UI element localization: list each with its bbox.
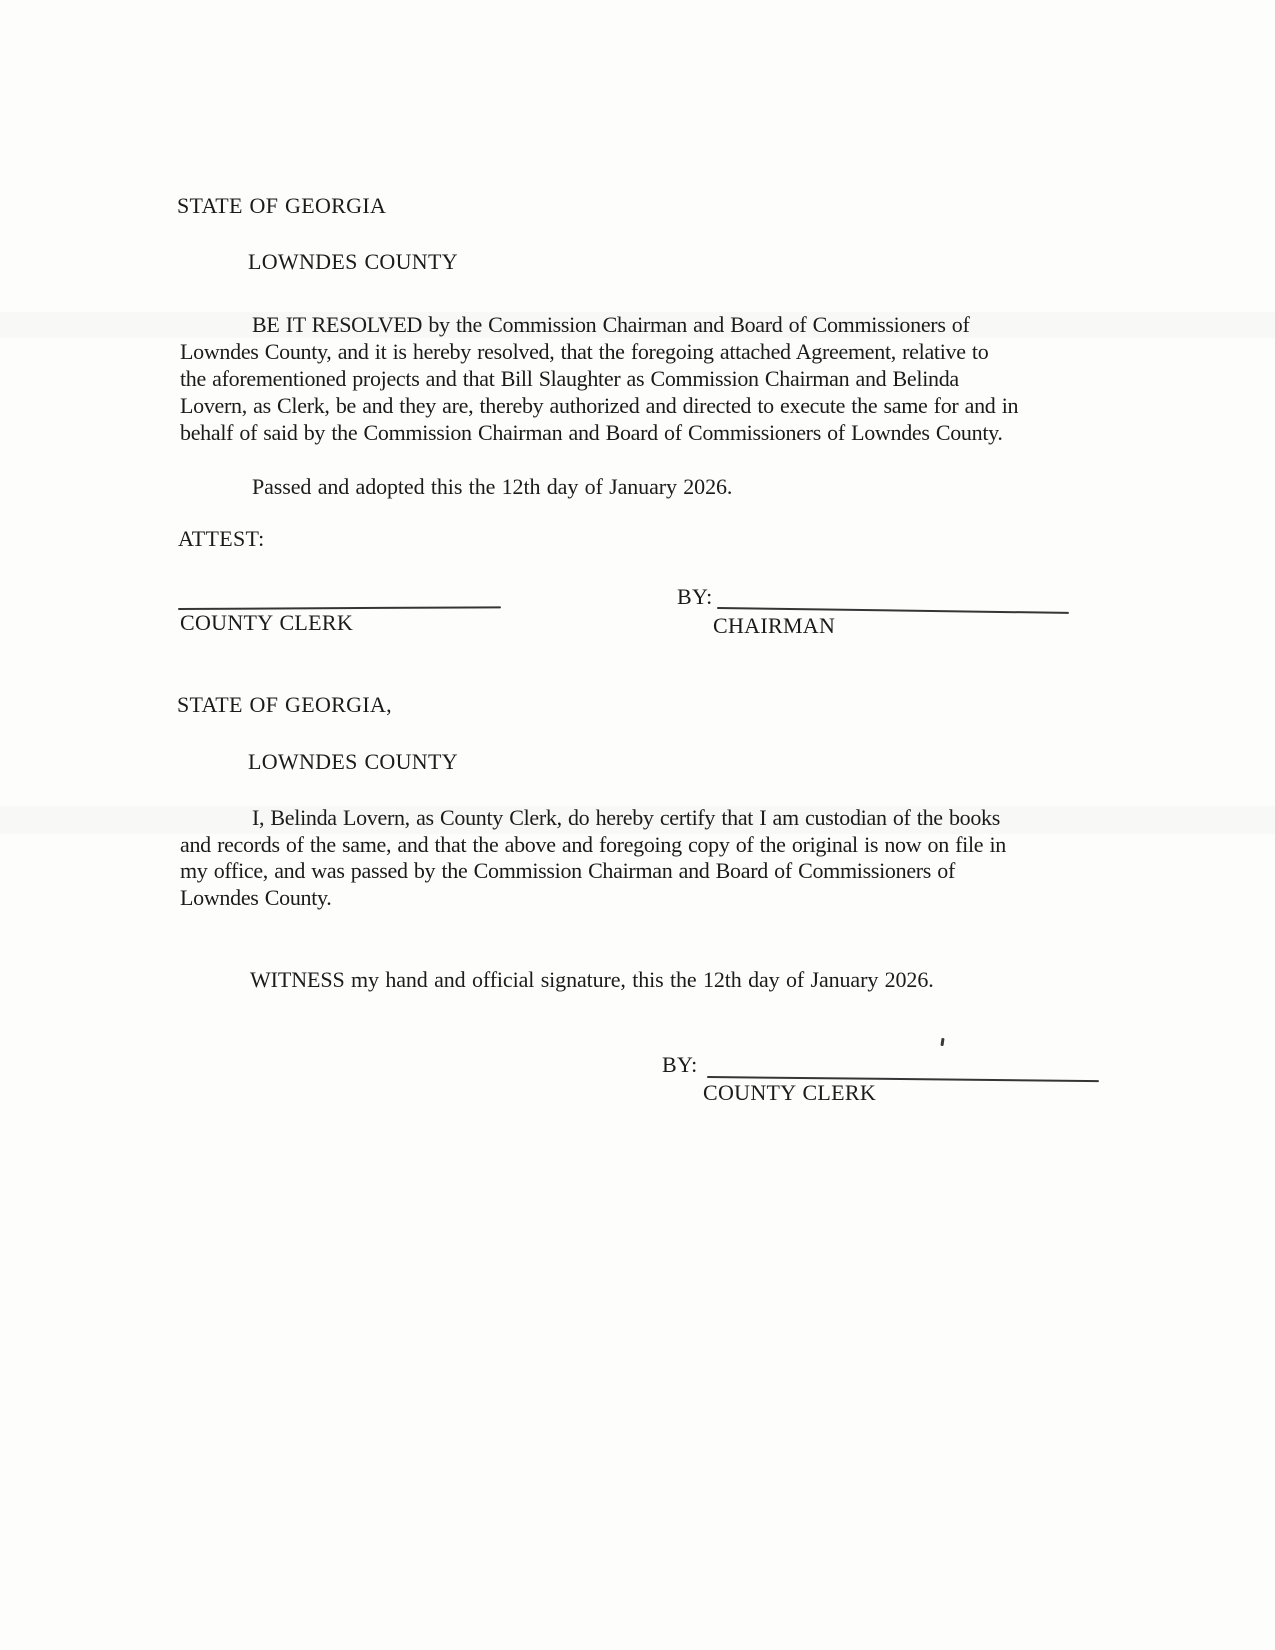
resolution-line: BE IT RESOLVED by the Commission Chairman and Board of Commissioners of bbox=[252, 312, 970, 337]
chairman-title: CHAIRMAN bbox=[713, 613, 836, 638]
state-heading-1: STATE OF GEORGIA bbox=[177, 193, 387, 218]
certification-line: my office, and was passed by the Commission Chairman and Board of Commissioners of bbox=[180, 858, 955, 883]
passed-adopted-line: Passed and adopted this the 12th day of January 2026. bbox=[252, 474, 733, 499]
by-label-1: BY: bbox=[677, 584, 713, 609]
stray-ink-mark bbox=[940, 1038, 944, 1046]
resolution-line: behalf of said by the Commission Chairman and Board of Commissioners of Lowndes County. bbox=[180, 420, 1003, 445]
certification-line: I, Belinda Lovern, as County Clerk, do hereby certify that I am custodian of the books bbox=[252, 805, 1001, 830]
county-heading-1: LOWNDES COUNTY bbox=[248, 249, 458, 274]
resolution-line: Lowndes County, and it is hereby resolved, that the foregoing attached Agreement, relative to bbox=[180, 339, 989, 364]
county-clerk-title-1: COUNTY CLERK bbox=[180, 610, 354, 635]
by-label-2: BY: bbox=[662, 1052, 698, 1077]
county-heading-2: LOWNDES COUNTY bbox=[248, 749, 458, 774]
resolution-line: the aforementioned projects and that Bill Slaughter as Commission Chairman and Belinda bbox=[180, 366, 959, 391]
certification-paragraph bbox=[180, 805, 1080, 911]
county-clerk-title-2: COUNTY CLERK bbox=[703, 1080, 877, 1105]
certification-line: Lowndes County. bbox=[180, 884, 332, 910]
witness-line: WITNESS my hand and official signature, this the 12th day of January 2026. bbox=[250, 967, 934, 992]
resolution-line: Lovern, as Clerk, be and they are, thereby authorized and directed to execute the same for and in bbox=[180, 393, 1019, 418]
attest-label: ATTEST: bbox=[178, 526, 265, 551]
state-heading-2: STATE OF GEORGIA, bbox=[177, 692, 392, 717]
resolution-paragraph bbox=[180, 311, 1080, 446]
certification-line: and records of the same, and that the above and foregoing copy of the original is now on file in bbox=[180, 831, 1006, 857]
